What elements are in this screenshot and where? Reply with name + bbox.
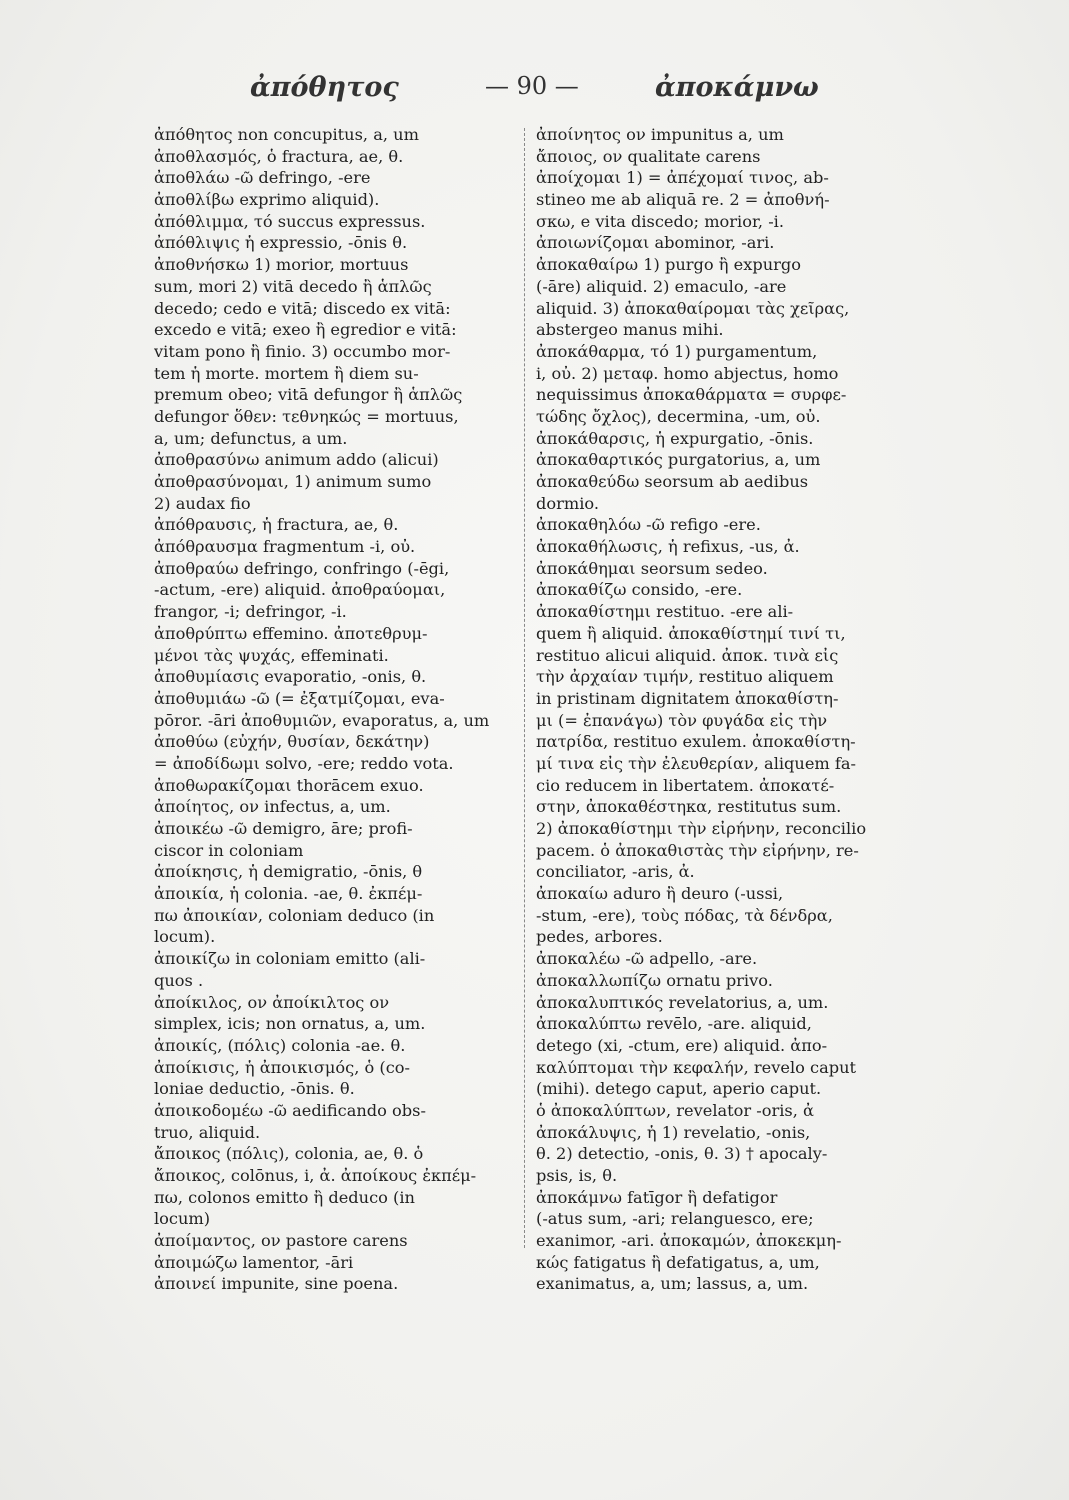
entry-line: θ. 2) detectio, -onis, θ. 3) † apocaly- xyxy=(536,1144,828,1164)
entry-line: 2) ἀποκαθίστημι τὴν εἰρήνην, reconcilio xyxy=(536,819,867,838)
entry-line: ἀποκαθηλόω -ῶ refigo -ere. xyxy=(536,515,761,535)
entry-line: ἀποθωρακίζομαι thorācem exuo. xyxy=(154,775,424,795)
entry-line: ἀποκαίω aduro ἢ deuro (-ussi, xyxy=(536,884,784,904)
entry-line: i, οὐ. 2) μεταφ. homo abjectus, homo xyxy=(536,363,839,383)
entry-line: μένοι τὰς ψυχάς, effeminati. xyxy=(154,645,389,665)
entry-line: = ἀποδίδωμι solvo, -ere; reddo vota. xyxy=(154,753,454,773)
entry-line: ἀποκαθίζω consido, -ere. xyxy=(536,580,743,600)
entry-line: ἀποκαθαίρω 1) purgo ἢ expurgo xyxy=(536,255,801,275)
entry-line: ἀποκαλυπτικός revelatorius, a, um. xyxy=(536,992,829,1012)
entry-line: ἀποίητος, ον infectus, a, um. xyxy=(154,797,391,817)
entry-line: ἀποκάθαρσις, ἡ expurgatio, -ōnis. xyxy=(536,428,814,448)
entry-line: sum, mori 2) vitā decedo ἢ ἁπλῶς xyxy=(154,276,432,296)
header-right-guideword: ἀποκάμνω xyxy=(655,72,819,103)
entry-line: τώδης ὄχλος), decermina, -um, οὐ. xyxy=(536,406,821,426)
entry-line: dormio. xyxy=(536,493,599,513)
entry-line: ἀποθρασύνομαι, 1) animum sumo xyxy=(154,472,432,491)
entry-line: pedes, arbores. xyxy=(536,927,663,947)
entry-line: pōror. -āri ἀποθυμιῶν, evaporatus, a, um xyxy=(154,710,490,730)
entry-line: stineo me ab aliquā re. 2 = ἀποθνή- xyxy=(536,190,830,210)
entry-line: (-āre) aliquid. 2) emaculo, -are xyxy=(536,276,787,296)
entry-line: (mihi). detego caput, aperio caput. xyxy=(536,1079,822,1099)
entry-line: ἀπόθλιψις ἡ expressio, -ōnis θ. xyxy=(154,233,408,253)
entry-line: ἀποκάθημαι seorsum sedeo. xyxy=(536,558,768,578)
entry-line: ἀποιωνίζομαι abominor, -ari. xyxy=(536,233,775,253)
entry-line: καλύπτομαι τὴν κεφαλήν, revelo caput xyxy=(536,1057,857,1077)
entry-line: defungor ὅθεν: τεθνηκώς = mortuus, xyxy=(154,406,459,426)
entry-line: ἀπόθητος non concupitus, a, um xyxy=(154,125,419,144)
entry-line: truo, aliquid. xyxy=(154,1122,261,1142)
entry-line: ἀποθνήσκω 1) morior, mortuus xyxy=(154,255,409,275)
entry-line: -stum, -ere), τοὺς πόδας, τὰ δένδρα, xyxy=(536,905,833,925)
entry-line: in pristinam dignitatem ἀποκαθίστη- xyxy=(536,688,839,708)
entry-line: tem ἡ morte. mortem ἢ diem su- xyxy=(154,363,419,383)
entry-line: ἀποκαθεύδω seorsum ab aedibus xyxy=(536,472,809,491)
entry-line: ἀποκάλυψις, ἡ 1) revelatio, -onis, xyxy=(536,1122,811,1142)
entry-line: locum) xyxy=(154,1209,211,1229)
entry-line: ἀποκαλέω -ῶ adpello, -are. xyxy=(536,949,758,969)
entry-line: loniae deductio, -ōnis. θ. xyxy=(154,1079,355,1099)
entry-line: frangor, -i; defringor, -i. xyxy=(154,602,347,622)
entry-line: ἀποθλασμός, ὁ fractura, ae, θ. xyxy=(154,146,404,166)
entry-line: ἀπόθραυσμα fragmentum -i, οὐ. xyxy=(154,537,416,557)
entry-line: ἀποκάθαρμα, τό 1) purgamentum, xyxy=(536,341,818,361)
entry-line: premum obeo; vitā defungor ἢ ἁπλῶς xyxy=(154,385,463,405)
entry-line: ἀποκαλύπτω revēlo, -are. aliquid, xyxy=(536,1014,812,1034)
entry-line: quem ἢ aliquid. ἀποκαθίστημί τινί τι, xyxy=(536,623,846,643)
entry-line: -actum, -ere) aliquid. ἀποθραύομαι, xyxy=(154,580,446,600)
entry-line: locum). xyxy=(154,927,216,947)
entry-line: ἀποθρύπτω effemino. ἀποτεθρυμ- xyxy=(154,623,428,643)
entry-line: ἀποθλίβω exprimo aliquid). xyxy=(154,190,380,210)
entry-line: ἀποκάμνω fatīgor ἢ defatigor xyxy=(536,1187,778,1207)
right-column xyxy=(536,124,911,1295)
entry-line: ἀποθλάω -ῶ defringo, -ere xyxy=(154,168,371,188)
entry-line: ἀποκαλλωπίζω ornatu privo. xyxy=(536,970,773,990)
entry-line: restituo alicui aliquid. ἀποκ. τινὰ εἰς xyxy=(536,645,839,665)
entry-line: ἀποκαθίστημι restituo. -ere ali- xyxy=(536,602,794,622)
entry-line: ἀποίκιλος, ον ἀποίκιλτος ον xyxy=(154,992,390,1012)
entry-line: ἀποθυμιάω -ῶ (= ἐξατμίζομαι, eva- xyxy=(154,688,445,708)
entry-line: πατρίδα, restituo exulem. ἀποκαθίστη- xyxy=(536,732,856,752)
entry-line: exanimatus, a, um; lassus, a, um. xyxy=(536,1274,809,1294)
entry-line: ἄποικος (πόλις), colonia, ae, θ. ὁ xyxy=(154,1144,424,1164)
entry-line: aliquid. 3) ἀποκαθαίρομαι τὰς χεῖρας, xyxy=(536,298,850,318)
entry-line: ἀποίκισις, ἡ ἀποικισμός, ὁ (co- xyxy=(154,1057,411,1077)
entry-line: ἀποθύω (εὐχήν, θυσίαν, δεκάτην) xyxy=(154,732,430,752)
entry-line: ἀποίμαντος, ον pastore carens xyxy=(154,1231,408,1251)
entry-line: ἀποικίζω in coloniam emitto (ali- xyxy=(154,949,426,969)
entry-line: simplex, icis; non ornatus, a, um. xyxy=(154,1014,426,1034)
entry-line: vitam pono ἢ finio. 3) occumbo mor- xyxy=(154,341,451,361)
entry-line: 2) audax fio xyxy=(154,493,251,513)
entry-line: pacem. ὁ ἀποκαθιστὰς τὴν εἰρήνην, re- xyxy=(536,840,859,860)
entry-line: ἀπόθραυσις, ἡ fractura, ae, θ. xyxy=(154,515,399,535)
entry-line: exanimor, -ari. ἀποκαμών, ἀποκεκμη- xyxy=(536,1231,842,1251)
entry-line: τὴν ἀρχαίαν τιμήν, restituo aliquem xyxy=(536,667,834,687)
page-header xyxy=(150,72,930,112)
entry-line: ἀποίκησις, ἡ demigratio, -ōnis, θ xyxy=(154,862,423,882)
entry-line: ἀποθυμίασις evaporatio, -onis, θ. xyxy=(154,667,427,687)
entry-line: detego (xi, -ctum, ere) aliquid. ἀπο- xyxy=(536,1035,828,1055)
entry-line: ἀποιμώζω lamentor, -āri xyxy=(154,1252,354,1272)
entry-line: ἀποκαθαρτικός purgatorius, a, um xyxy=(536,450,821,470)
entry-line: ἄποιος, ον qualitate carens xyxy=(536,146,761,166)
entry-line: ἀπόθλιμμα, τό succus expressus. xyxy=(154,211,426,231)
entry-line: abstergeo manus mihi. xyxy=(536,320,724,340)
entry-line: ciscor in coloniam xyxy=(154,840,304,860)
entry-line: μι (= ἐπανάγω) τὸν φυγάδα εἰς τὴν xyxy=(536,710,828,730)
entry-line: a, um; defunctus, a um. xyxy=(154,428,348,448)
entry-line: ἀποκαθήλωσις, ἡ refixus, -us, ἀ. xyxy=(536,537,800,557)
entry-line: ἀποθρασύνω animum addo (alicui) xyxy=(154,450,439,470)
entry-line: excedo e vitā; exeo ἢ egredior e vitā: xyxy=(154,320,457,340)
entry-line: ἀποικοδομέω -ῶ aedificando obs- xyxy=(154,1100,426,1120)
entry-line: conciliator, -aris, ἀ. xyxy=(536,862,695,882)
entry-line: (-atus sum, -ari; relanguesco, ere; xyxy=(536,1209,814,1229)
page-number: — 90 — xyxy=(485,72,579,100)
entry-line: ἀποθραύω defringo, confringo (-ēgi, xyxy=(154,558,450,578)
entry-line: decedo; cedo e vitā; discedo ex vitā: xyxy=(154,298,451,318)
entry-line: ἀποικία, ἡ colonia. -ae, θ. ἐκπέμ- xyxy=(154,884,423,904)
entry-line: nequissimus ἀποκαθάρματα = συρφε- xyxy=(536,385,847,405)
entry-line: μί τινα εἰς τὴν ἐλευθερίαν, aliquem fa- xyxy=(536,753,857,773)
entry-line: ἀποινεί impunite, sine poena. xyxy=(154,1274,399,1294)
entry-line: σκω, e vita discedo; morior, -i. xyxy=(536,211,785,231)
left-column xyxy=(154,124,532,1295)
entry-line: πω, colonos emitto ἢ deduco (in xyxy=(154,1187,415,1207)
entry-line: ἀποικίς, (πόλις) colonia -ae. θ. xyxy=(154,1035,406,1055)
entry-line: psis, is, θ. xyxy=(536,1166,618,1185)
entry-line: ἄποικος, colōnus, i, ἀ. ἀποίκους ἐκπέμ- xyxy=(154,1166,477,1185)
entry-line: ὁ ἀποκαλύπτων, revelator -oris, ἀ xyxy=(536,1100,814,1120)
entry-line: πω ἀποικίαν, coloniam deduco (in xyxy=(154,905,435,925)
entry-line: ἀποίνητος ον impunitus a, um xyxy=(536,125,784,144)
entry-line: κώς fatigatus ἢ defatigatus, a, um, xyxy=(536,1252,820,1272)
entry-line: ἀποίχομαι 1) = ἀπέχομαί τινος, ab- xyxy=(536,168,829,188)
entry-line: ἀποικέω -ῶ demigro, āre; profi- xyxy=(154,819,413,838)
entry-line: cio reducem in libertatem. ἀποκατέ- xyxy=(536,775,835,795)
header-left-guideword: ἀπόθητος xyxy=(250,72,399,103)
entry-line: quos . xyxy=(154,970,204,990)
entry-line: στην, ἀποκαθέστηκα, restitutus sum. xyxy=(536,797,842,817)
